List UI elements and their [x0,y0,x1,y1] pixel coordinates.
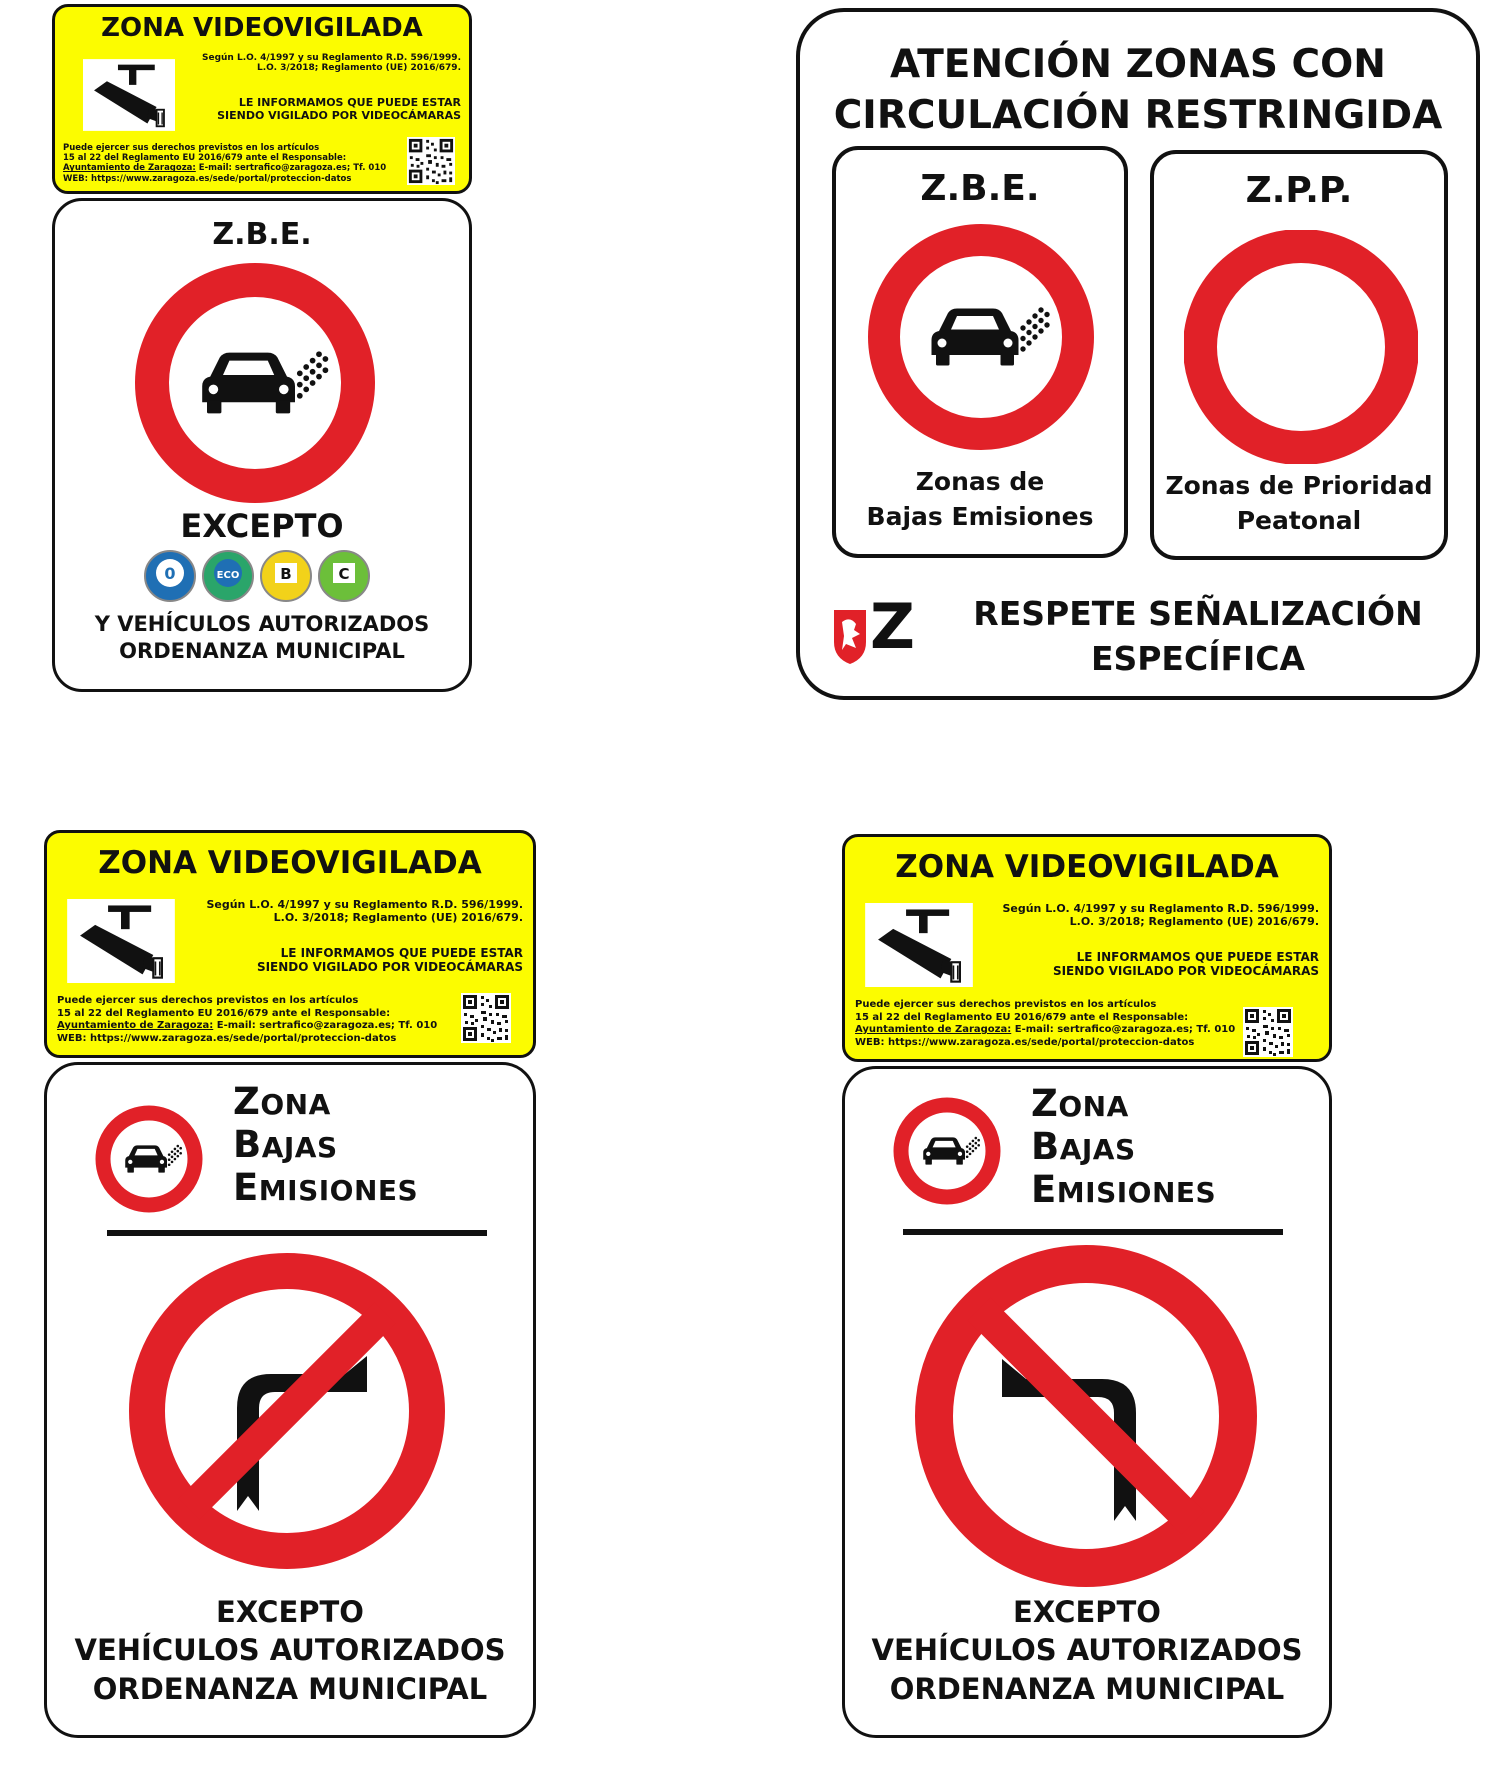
zbe-sign-title: Z.B.E. [212,217,312,252]
no-right-turn-sign-icon [127,1251,447,1571]
no-left-turn-sign-icon [913,1243,1259,1589]
no-vehicles-sign-icon [1184,230,1418,464]
zona-sign-footer: EXCEPTO VEHÍCULOS AUTORIZADOS ORDENANZA MUNICIPAL [74,1595,506,1706]
svg-text:0: 0 [164,564,176,583]
zona-bajas-emisiones-sign-no-left-turn [842,1066,1332,1738]
atencion-zpp-title: Z.P.P. [1245,170,1353,211]
video-law-text: Según L.O. 4/1997 y su Reglamento R.D. 596/1999. L.O. 3/2018; Reglamento (UE) 2016/679. [1002,902,1319,928]
qr-code-icon [407,137,455,185]
video-rights-text: Puede ejercer sus derechos previstos en los artículos 15 al 22 del Reglamento EU 2016/679 ante el Responsable: Ayuntamiento de Zaragoza: E-mail: sertrafico@zaragoza.es; Tf. 010 WEB: https://www.zaragoza.es/sede/portal/proteccion-datos [57,995,438,1044]
video-law-text: Según L.O. 4/1997 y su Reglamento R.D. 596/1999. L.O. 3/2018; Reglamento (UE) 2016/679. [202,53,461,74]
zaragoza-logo [832,590,922,666]
qr-code-icon [461,993,511,1043]
video-info-text: LE INFORMAMOS QUE PUEDE ESTAR SIENDO VIGILADO POR VIDEOCÁMARAS [217,96,461,122]
zona-bajas-emisiones-sign-no-right-turn [44,1062,536,1738]
zona-sign-footer: EXCEPTO VEHÍCULOS AUTORIZADOS ORDENANZA MUNICIPAL [871,1595,1303,1706]
video-surveillance-panel-bottom-right [842,834,1332,1062]
svg-text:ECO: ECO [216,570,240,581]
video-rights-text: Puede ejercer sus derechos previstos en los artículos 15 al 22 del Reglamento EU 2016/679 ante el Responsable: Ayuntamiento de Zaragoza: E-mail: sertrafico@zaragoza.es; Tf. 010 WEB: https://www.zaragoza.es/sede/portal/proteccion-datos [63,143,387,184]
video-surveillance-panel-top-left [52,4,472,194]
video-title: ZONA VIDEOVIGILADA [98,845,482,881]
video-law-text: Según L.O. 4/1997 y su Reglamento R.D. 596/1999. L.O. 3/2018; Reglamento (UE) 2016/679. [206,898,523,924]
no-polluting-vehicles-sign-icon [868,224,1094,450]
divider [903,1229,1283,1235]
atencion-zbe-caption: Zonas de Bajas Emisiones [866,467,1094,531]
zbe-footer: Y VEHÍCULOS AUTORIZADOS ORDENANZA MUNICIPAL [94,612,430,664]
atencion-title: ATENCIÓN ZONAS CON CIRCULACIÓN RESTRINGIDA [833,42,1443,138]
zona-bajas-emisiones-title: ZONA BAJAS EMISIONES [233,1080,419,1209]
video-rights-text: Puede ejercer sus derechos previstos en los artículos 15 al 22 del Reglamento EU 2016/679 ante el Responsable: Ayuntamiento de Zaragoza: E-mail: sertrafico@zaragoza.es; Tf. 010 WEB: https://www.zaragoza.es/sede/portal/proteccion-datos [855,999,1236,1048]
video-title: ZONA VIDEOVIGILADA [101,13,423,43]
zbe-sign [52,198,472,692]
no-polluting-vehicles-sign-icon [893,1097,1001,1205]
qr-code-icon [1243,1007,1293,1057]
camera-icon [63,899,179,983]
no-polluting-vehicles-sign-icon [95,1105,203,1213]
no-polluting-vehicles-sign-icon [135,263,375,503]
zona-bajas-emisiones-title: ZONA BAJAS EMISIONES [1031,1082,1217,1211]
atencion-zpp-caption: Zonas de Prioridad Peatonal [1165,471,1433,535]
video-title: ZONA VIDEOVIGILADA [895,849,1279,885]
environmental-labels-icon [143,549,373,603]
atencion-zbe-card [832,146,1128,558]
svg-text:C: C [338,565,350,583]
atencion-zbe-title: Z.B.E. [920,168,1040,209]
svg-text:B: B [280,565,292,583]
zaragoza-logo-letter: Z [870,590,915,663]
atencion-zpp-card [1150,150,1448,560]
divider [107,1230,487,1236]
atencion-panel [796,8,1480,700]
zbe-excepto: EXCEPTO [180,507,344,545]
video-surveillance-panel-bottom-left [44,830,536,1058]
video-info-text: LE INFORMAMOS QUE PUEDE ESTAR SIENDO VIGILADO POR VIDEOCÁMARAS [256,946,523,974]
camera-icon [83,59,175,131]
camera-icon [861,903,977,987]
atencion-footer: RESPETE SEÑALIZACIÓN ESPECÍFICA [973,594,1423,678]
environmental-labels [143,549,373,603]
video-info-text: LE INFORMAMOS QUE PUEDE ESTAR SIENDO VIGILADO POR VIDEOCÁMARAS [1052,950,1319,978]
